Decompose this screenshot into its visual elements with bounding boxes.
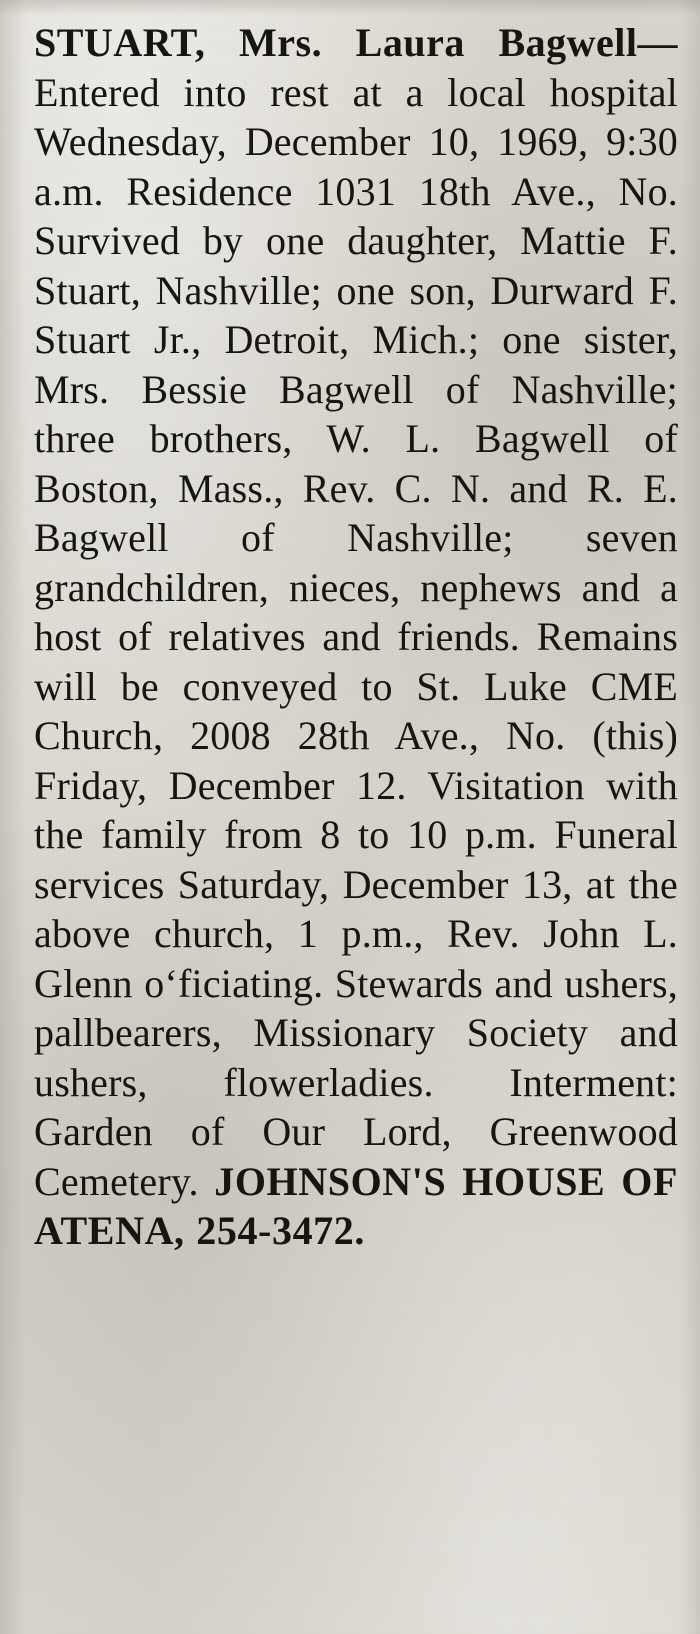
obituary-surname-heading: STUART, Mrs. Laura Bagwell— bbox=[34, 20, 678, 65]
left-edge-shadow bbox=[0, 0, 26, 1634]
right-edge-shadow bbox=[680, 0, 700, 1634]
obituary-text-block bbox=[34, 18, 678, 1256]
obituary-body-text: Entered into rest at a local hospital Wednesday, December 10, 1969, 9:30 a.m. Residence 1031 18th Ave., No. Survived by one daughter, Mattie F. Stuart, Nashville; one son, Durward F. Stuart Jr., Detroit, Mich.; one sister, Mrs. Bessie Bagwell of Nashville; three brothers, W. L. Bagwell of Boston, Mass., Rev. C. N. and R. E. Bagwell of Nashville; seven grandchildren, nieces, nephews and a host of relatives and friends. Remains will be conveyed to St. Luke CME Church, 2008 28th Ave., No. (this) Friday, December 12. Visitation with the family from 8 to 10 p.m. Funeral services Saturday, December 13, at the above church, 1 p.m., Rev. John L. Glenn o‘ficiating. Stewards and ushers, pallbearers, Missionary Society and ushers, flowerladies. Interment: Garden of Our Lord, Greenwood Cemetery. bbox=[34, 69, 678, 1204]
top-edge-shadow bbox=[0, 0, 700, 16]
funeral-home-line: JOHNSON'S HOUSE OF ATENA, 254-3472. bbox=[34, 1158, 679, 1253]
